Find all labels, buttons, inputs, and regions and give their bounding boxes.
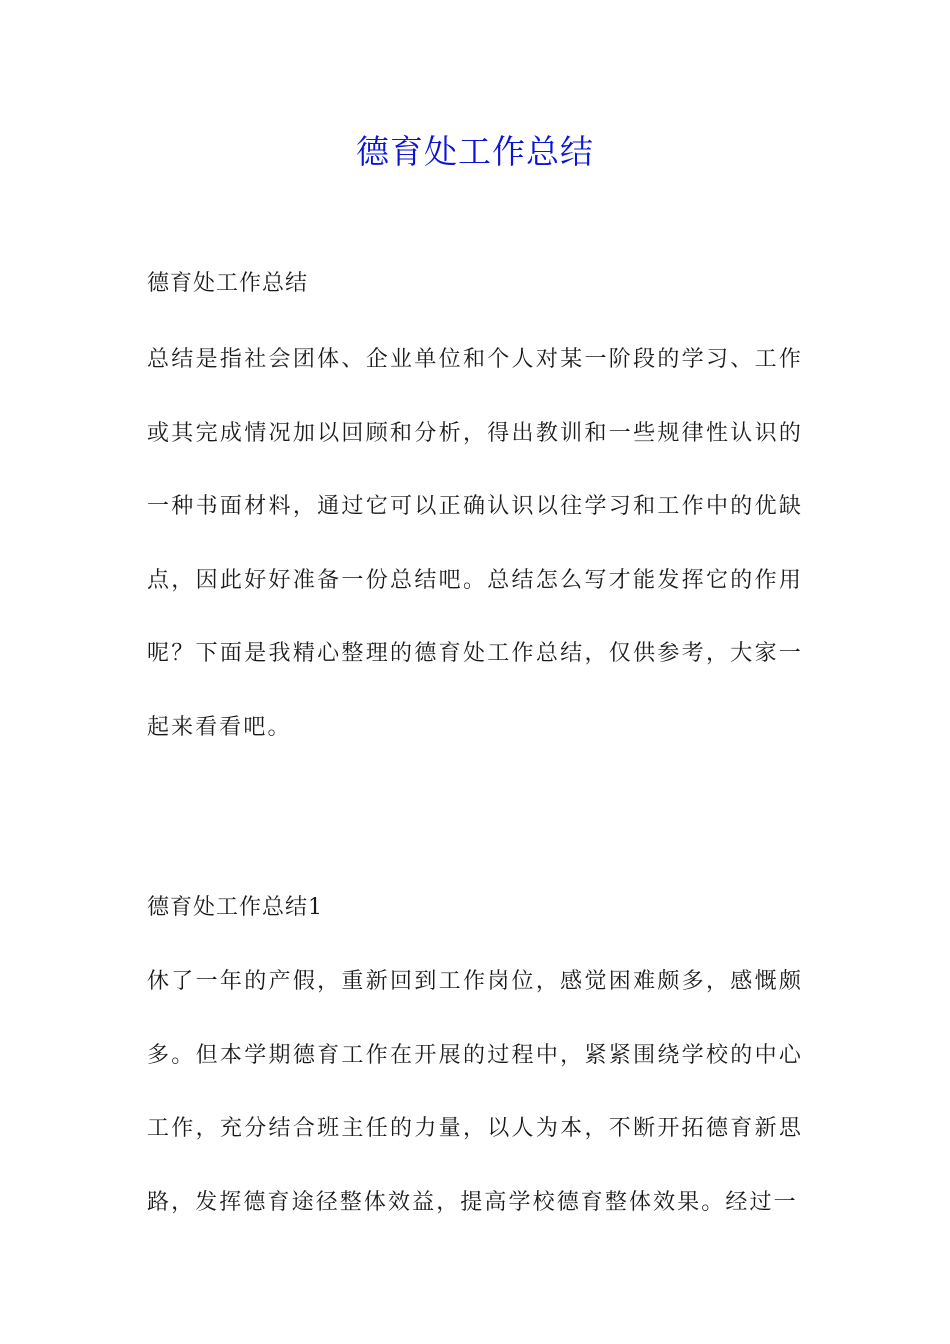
document-body	[147, 258, 803, 1239]
section-paragraph-intro: 总结是指社会团体、企业单位和个人对某一阶段的学习、工作或其完成情况加以回顾和分析，得出教训和一些规律性认识的一种书面材料，通过它可以正确认识以往学习和工作中的优缺点，因此好好准备一份总结吧。总结怎么写才能发挥它的作用呢？下面是我精心整理的德育处工作总结，仅供参考，大家一起来看看吧。	[147, 347, 803, 740]
section-paragraph-1: 休了一年的产假，重新回到工作岗位，感觉困难颇多，感慨颇多。但本学期德育工作在开展的过程中，紧紧围绕学校的中心工作，充分结合班主任的力量，以人为本，不断开拓德育新思路，发挥德育途径整体效益，提高学校德育整体效果。经过一	[147, 969, 803, 1215]
section-heading-1: 德育处工作总结1	[147, 895, 323, 920]
document-title: 德育处工作总结	[356, 132, 594, 171]
section-heading-intro: 德育处工作总结	[147, 271, 309, 296]
